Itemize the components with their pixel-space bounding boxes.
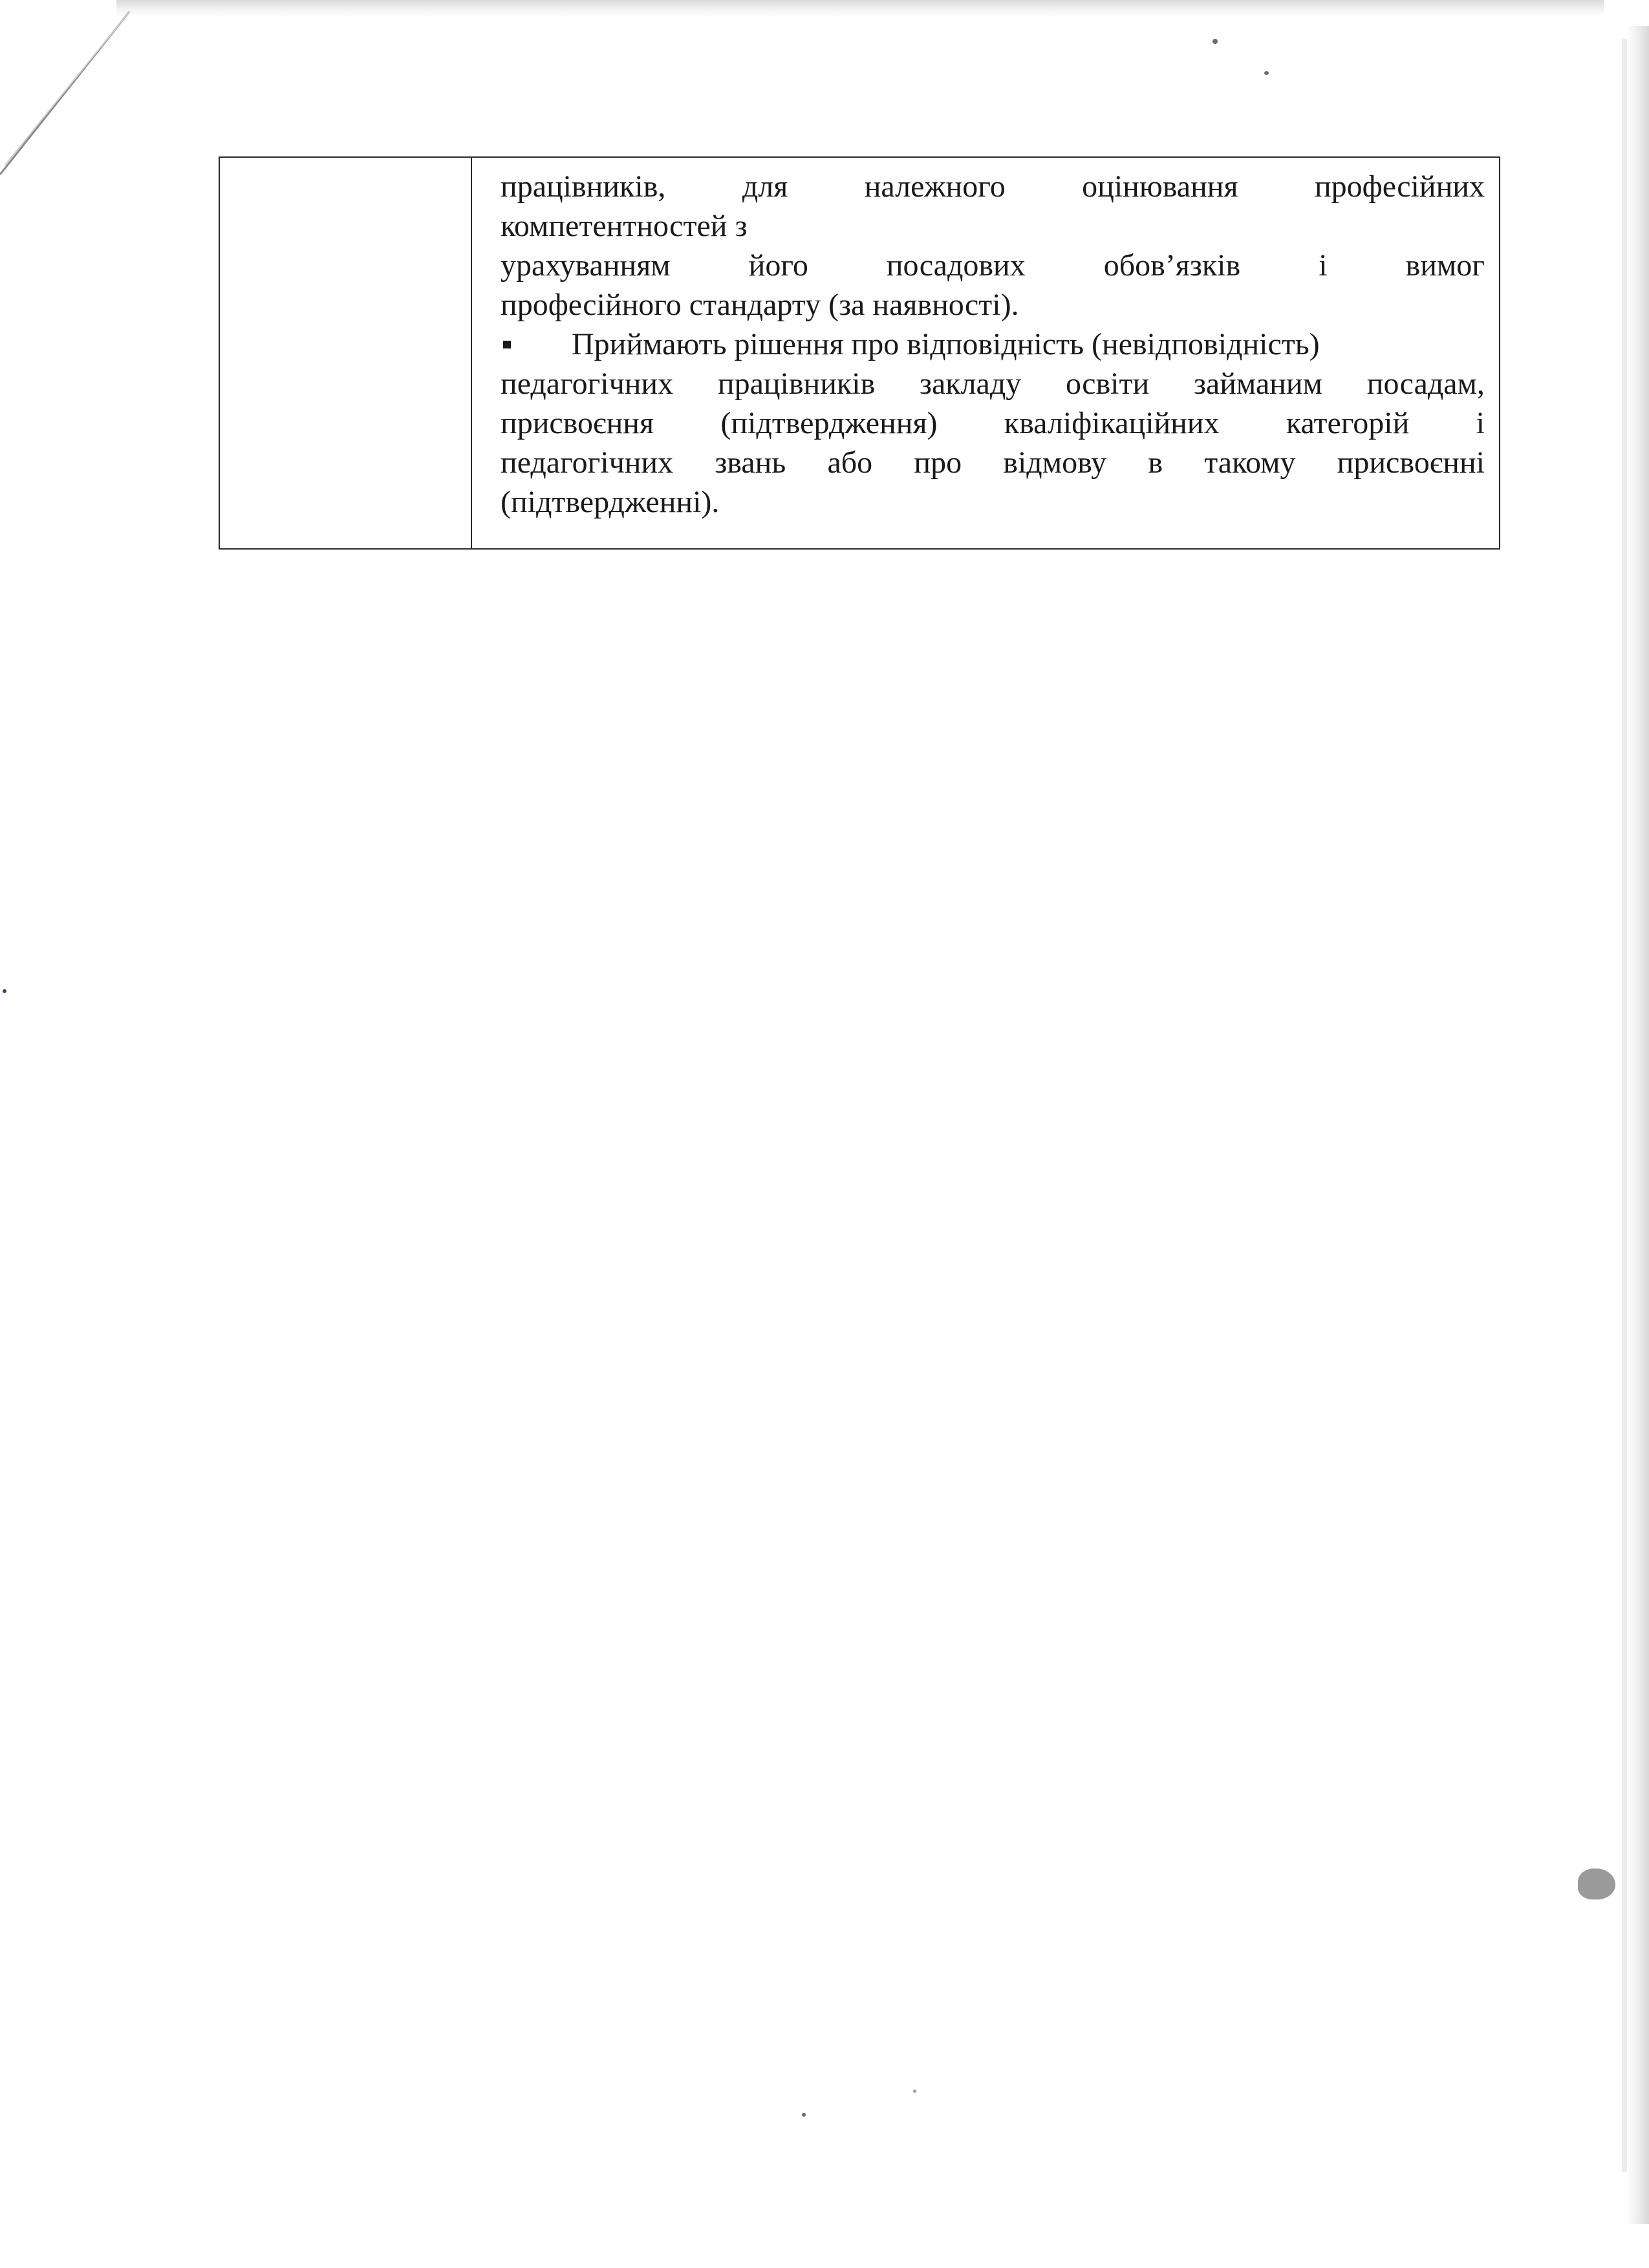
scan-speck: [1264, 71, 1269, 75]
word: працівників: [717, 367, 876, 401]
word: про: [914, 445, 962, 480]
document-table: [219, 156, 1500, 550]
word: закладу: [920, 367, 1022, 401]
word: категорій: [1286, 406, 1410, 440]
paragraph-line: компетентностей з: [501, 209, 748, 243]
word: займаним: [1193, 367, 1322, 401]
word: урахуванням: [501, 248, 671, 283]
word: в: [1148, 445, 1163, 480]
word: посадових: [886, 248, 1026, 283]
table-cell-right: [472, 158, 1499, 548]
word: відмову: [1003, 445, 1107, 480]
scan-speck: [3, 989, 6, 993]
word: такому: [1204, 445, 1296, 480]
word: працівників,: [501, 169, 666, 204]
word: його: [748, 248, 808, 283]
scan-corner-fold: [0, 0, 155, 194]
word: для: [742, 169, 788, 204]
word: присвоєння: [501, 406, 654, 440]
table-cell-left: [220, 158, 472, 548]
scan-right-band: [1622, 39, 1627, 2172]
word: педагогічних: [501, 445, 674, 480]
bullet-line: [501, 443, 1485, 482]
paragraph-line: [501, 167, 1485, 206]
word: вимог: [1405, 248, 1485, 283]
word: присвоєнні: [1337, 445, 1485, 480]
word: або: [827, 445, 873, 480]
word: кваліфікаційних: [1004, 406, 1220, 440]
scan-speck: [1578, 1868, 1615, 1899]
word: освіти: [1066, 367, 1150, 401]
word: і: [1476, 406, 1485, 440]
bullet-item-first-line: [501, 325, 1485, 364]
paragraph-line: [501, 246, 1485, 285]
scan-right-edge: [1627, 26, 1649, 2224]
word: і: [1319, 248, 1328, 283]
bullet-line: [501, 364, 1485, 403]
bullet-line: [501, 403, 1485, 443]
scan-top-shadow: [116, 0, 1604, 17]
bullet-line: Приймають рішення про відповідність (невідповідність): [572, 327, 1320, 361]
word: (підтвердження): [720, 406, 938, 440]
word: посадам,: [1366, 367, 1485, 401]
scan-speck: [1212, 39, 1218, 44]
word: належного: [864, 169, 1006, 204]
square-bullet-icon: [503, 341, 511, 348]
word: оцінювання: [1082, 169, 1238, 204]
word: педагогічних: [501, 367, 674, 401]
paragraph-line: професійного стандарту (за наявності).: [501, 288, 1019, 322]
word: обов’язків: [1103, 248, 1241, 283]
bullet-line: (підтвердженні).: [501, 485, 720, 519]
word: професійних: [1314, 169, 1485, 204]
scan-speck: [913, 2090, 916, 2093]
word: звань: [715, 445, 786, 480]
scan-speck: [802, 2113, 806, 2117]
